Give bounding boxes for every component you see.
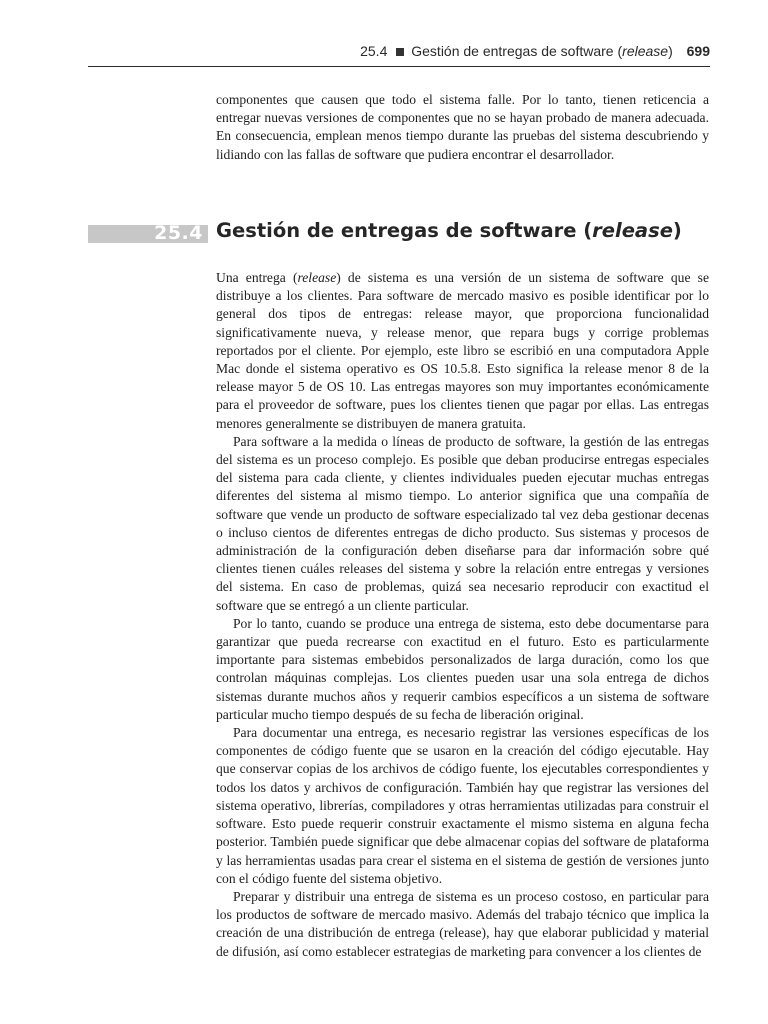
running-header-section-number: 25.4 bbox=[360, 43, 388, 59]
section-title-italic: release bbox=[592, 219, 673, 242]
intro-text-block bbox=[216, 91, 709, 164]
body-paragraph-2: Para software a la medida o líneas de producto de software, la gestión de las entregas del sistema es un proceso complejo. Es posible que deban producirse entregas especiales del sistema para cada cliente, y clientes individuales pueden ejecutar muchas entregas diferentes del sistema al mismo tiempo. Lo anterior significa que una compañía de software que vende un producto de software especializado tal vez deba gestionar decenas o incluso cientos de diferentes entregas de dicho producto. Sus sistemas y procesos de administración de la configuración deben diseñarse para dar información sobre qué clientes tienen cuáles releases del sistema y sobre la relación entre entregas y versiones del sistema. En caso de problemas, quizá sea necesario reproducir con exactitud el software que se entregó a un cliente particular. bbox=[216, 433, 709, 613]
running-header-title-prefix: Gestión de entregas de software ( bbox=[411, 43, 623, 59]
running-header-text bbox=[360, 43, 710, 59]
section-body bbox=[216, 269, 709, 961]
section-number-bar bbox=[88, 222, 208, 244]
paragraph-1-lead: Una entrega ( bbox=[216, 270, 298, 285]
paragraph-1-text: ) de sistema es una versión de un sistema de software que se distribuye a los clientes. Para software de mercado masivo es posible identificar por lo general dos tipos de entregas: release mayor, que proporciona funcionalidad significativamente nueva, y release menor, que repara bugs y corrige problemas reportados por el cliente. Por ejemplo, este libro se escribió en una computadora Apple Mac donde el sistema operativo es OS 10.5.8. Esto significa la release menor 8 de la release mayor 5 de OS 10. Las entregas mayores son muy importantes económicamente para el proveedor de software, pues los clientes tienen que pagar por ellas. Las entregas menores generalmente se distribuyen de manera gratuita. bbox=[216, 270, 709, 431]
intro-paragraph: componentes que causen que todo el sistema falle. Por lo tanto, tienen reticencia a entregar nuevas versiones de componentes que no se hayan probado de manera adecuada. En consecuencia, emplean menos tiempo durante las pruebas del sistema descubriendo y lidiando con las fallas de software que pudiera encontrar el desarrollador. bbox=[216, 92, 709, 162]
section-title-suffix: ) bbox=[672, 219, 682, 242]
running-header-title-italic: release bbox=[622, 43, 669, 59]
running-header-title-suffix: ) bbox=[668, 43, 673, 59]
section-number: 25.4 bbox=[154, 222, 203, 244]
section-title-prefix: Gestión de entregas de software ( bbox=[216, 219, 593, 242]
body-paragraph-4: Para documentar una entrega, es necesario registrar las versiones específicas de los componentes de código fuente que se usaron en la creación del código ejecutable. Hay que conservar copias de los archivos de código fuente, los ejecutables correspondientes y todos los datos y archivos de configuración. También hay que registrar las versiones del sistema operativo, librerías, compiladores y otras herramientas utilizadas para construir el software. Esto puede requerir construir exactamente el mismo sistema en alguna fecha posterior. También puede significar que debe almacenar copias del software de plataforma y las herramientas usadas para crear el sistema en el sistema de gestión de versiones junto con el código fuente del sistema objetivo. bbox=[216, 725, 709, 886]
body-paragraph-1 bbox=[216, 269, 709, 433]
square-bullet-icon bbox=[396, 48, 404, 56]
paragraph-1-italic: release bbox=[297, 270, 337, 285]
body-paragraph-3: Por lo tanto, cuando se produce una entrega de sistema, esto debe documentarse para garantizar que pueda recrearse con exactitud en el futuro. Esto es particularmente importante para sistemas embebidos personalizados de larga duración, como los que controlan máquinas complejas. Los clientes pueden usar una sola entrega de dichos sistemas durante muchos años y requerir cambios específicos a un sistema de software particular mucho tiempo después de su fecha de liberación original. bbox=[216, 615, 709, 722]
page-number: 699 bbox=[686, 43, 710, 59]
body-paragraph-5: Preparar y distribuir una entrega de sistema es un proceso costoso, en particular para los productos de software de mercado masivo. Además del trabajo técnico que implica la creación de una distribución de entrega (release), hay que elaborar publicidad y material de difusión, así como establecer estrategias de marketing para convencer a los clientes de bbox=[216, 888, 709, 959]
running-header bbox=[88, 38, 710, 67]
section-title bbox=[216, 219, 682, 242]
